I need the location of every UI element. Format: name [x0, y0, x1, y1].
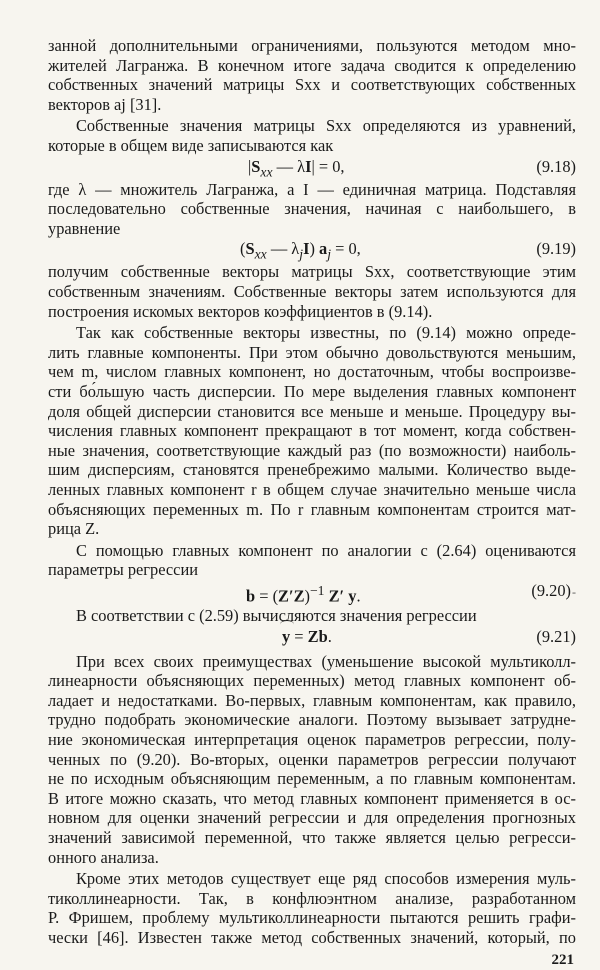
text-line: доля общей дисперсии становится все меньше и меньше. Процедуру вы- [48, 401, 576, 421]
text-line: где λ — множитель Лагранжа, а I — единичная матрица. Подставляя [48, 179, 576, 199]
text-line: ние экономическая интерпретация оценок параметров регрессии, полу- [48, 730, 576, 749]
equation-number: (9.21) [536, 626, 576, 646]
text-line: Кроме этих методов существует еще ряд способов измерения муль- [76, 869, 576, 889]
equation-number: (9.19) [536, 239, 576, 259]
text-line: ные значения, соответствующие каждый раз (по возможности) наиболь- [48, 440, 576, 460]
text-line: Собственные значения матрицы Sxx определяются из уравнений, [76, 116, 576, 136]
text-line: рица Z. [48, 519, 100, 539]
text-line: получим собственные векторы матрицы Sxx, соответствующие этим [48, 262, 576, 282]
equation-number: (9.18) [536, 156, 576, 176]
text-line: лить главные компоненты. При этом обычно довольствуются меньшим, [48, 342, 576, 362]
equation-9-21: y = Zb. (9.21) [282, 626, 576, 646]
equation-9-18: $|S_{xx}$ — λI| = 0, (9.18) [248, 156, 576, 179]
text-line: При всех своих преимуществах (уменьшение высокой мультиколл- [76, 651, 576, 671]
text-line: числения главных компонент прекращают в тот момент, когда собствен- [48, 421, 576, 441]
text-line: линеарности объясняющих переменных) метод главных компонент об- [48, 671, 576, 691]
text-line: новном для оценки значений регрессии и для определения прогнозных [48, 808, 576, 828]
text-line: чески [46]. Известен также метод собственных значений, который, по [48, 928, 576, 947]
hat-accent: y [282, 626, 291, 646]
text-line: ладает и недостатками. Во-первых, главным компонентам, как правило, [48, 690, 576, 710]
text-line: ченных по (9.20). Во-вторых, оценки параметров регрессии получают [48, 749, 576, 769]
text-line: В итоге можно сказать, что метод главных компонент применяется в ос- [48, 788, 576, 808]
text-line: шим дисперсиям, становятся пренебрежимо малыми. Количество выде- [48, 460, 576, 480]
equation-number: (9.20) [531, 581, 571, 600]
text-line: трудно подобрать экономические аналоги. Поэтому вызывает затрудне- [48, 710, 576, 730]
text-line: собственным значениям. Собственные векторы затем используются для [48, 282, 576, 301]
text-line: уравнение [48, 218, 121, 238]
page-number: 221 [551, 951, 574, 968]
text-line: сти бо́льшую часть дисперсии. По мере выделения главных компонент [48, 382, 576, 401]
text-line: тиколлинеарности. Так, в конфлюэнтном анализе, разработанном [48, 888, 576, 908]
margin-mark: - [572, 585, 576, 599]
text-line: объясняющих переменных m. По r главным компонентам строится мат- [48, 499, 576, 519]
text-line: занной дополнительными ограничениями, пользуются методом мно- [48, 36, 576, 55]
text-line: параметры регрессии [48, 560, 198, 580]
text-line: В соответствии с (2.59) вычисляются значения регрессии [76, 606, 477, 625]
text-line: чем m, числом главных компонент, но достаточным, чтобы воспроизве- [48, 362, 576, 382]
text-line: не по исходным объясняющим переменным, а по главным компонентам. [48, 769, 576, 789]
text-line: которые в общем виде записываются как [48, 136, 334, 155]
text-line: значений зависимой переменной, что также является целью регресси- [48, 828, 576, 847]
text-line: Р. Фришем, проблему мультиколлинеарности пытаются решить графи- [48, 908, 576, 928]
text-line: жителей Лагранжа. В конечном итоге задача сводится к определению [48, 55, 576, 75]
text-line: построения искомых векторов коэффициентов в (9.14). [48, 301, 433, 321]
equation-9-19: ($S_{xx}$ — $\lambda_jI$) $a_j = 0$, (9.19) [240, 239, 576, 262]
text-line: собственных значений матрицы Sxx и соответствующих собственных [48, 75, 576, 95]
text-line: векторов aj [31]. [48, 94, 162, 114]
text-line: С помощью главных компонент по аналогии с (2.64) оцениваются [76, 540, 576, 560]
text-line: Так как собственные векторы известны, по (9.14) можно опреде- [76, 323, 576, 343]
equation-9-20: $b = (Z'Z)^{-1}$ Z′ y. (9.20)- [246, 581, 576, 606]
text-line: ленных главных компонент r в общем случае значительно меньше числа [48, 480, 576, 499]
text-line: последовательно собственные значения, начиная с наибольшего, в [48, 199, 576, 219]
text-line: онного анализа. [48, 847, 159, 867]
